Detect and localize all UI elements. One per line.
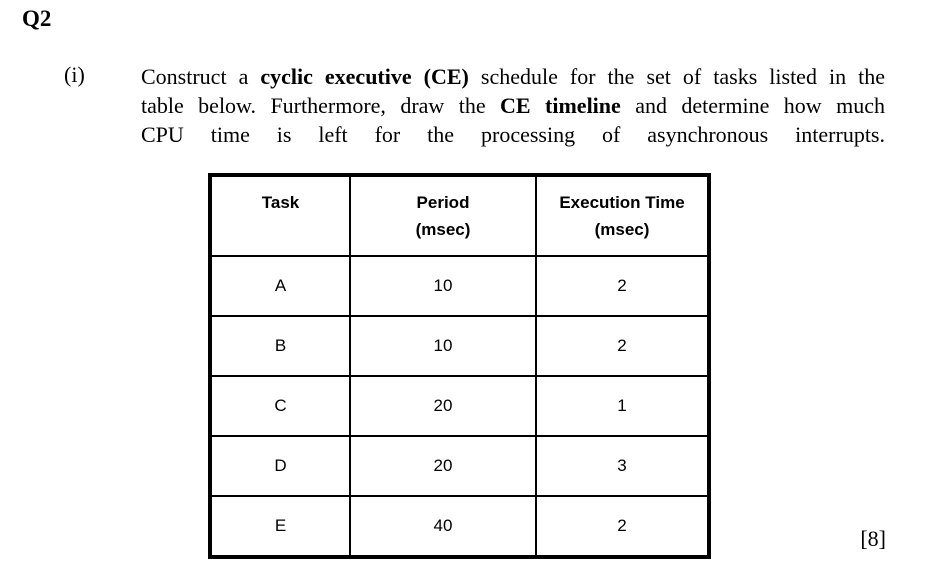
table-row — [210, 496, 709, 557]
cell-period: 10 — [350, 256, 536, 316]
part-label: (i) — [64, 62, 85, 87]
marks-label: [8] — [860, 526, 886, 551]
question-line-2: table below. Furthermore, draw the CE timeline and determine how much — [141, 93, 885, 118]
table-row — [210, 436, 709, 496]
cell-period: 20 — [350, 376, 536, 436]
question-number: Q2 — [22, 6, 52, 31]
cell-task: C — [210, 376, 350, 436]
header-execution-time: Execution Time (msec) — [536, 175, 709, 256]
cell-exec: 2 — [536, 316, 709, 376]
table-row — [210, 256, 709, 316]
table-row — [210, 316, 709, 376]
cell-exec: 2 — [536, 256, 709, 316]
question-line-3: CPU time is left for the processing of asynchronous interrupts. — [141, 122, 885, 147]
cell-period: 40 — [350, 496, 536, 557]
cell-task: A — [210, 256, 350, 316]
cell-exec: 3 — [536, 436, 709, 496]
cell-period: 10 — [350, 316, 536, 376]
question-line-1: Construct a cyclic executive (CE) schedule for the set of tasks listed in the — [141, 64, 885, 89]
cell-task: B — [210, 316, 350, 376]
question-text — [141, 62, 885, 149]
cell-exec: 1 — [536, 376, 709, 436]
task-table — [208, 173, 711, 559]
table-header-row — [210, 175, 709, 256]
cell-period: 20 — [350, 436, 536, 496]
table-row — [210, 376, 709, 436]
header-task: Task — [210, 175, 350, 256]
cell-exec: 2 — [536, 496, 709, 557]
cell-task: D — [210, 436, 350, 496]
cell-task: E — [210, 496, 350, 557]
header-period: Period (msec) — [350, 175, 536, 256]
